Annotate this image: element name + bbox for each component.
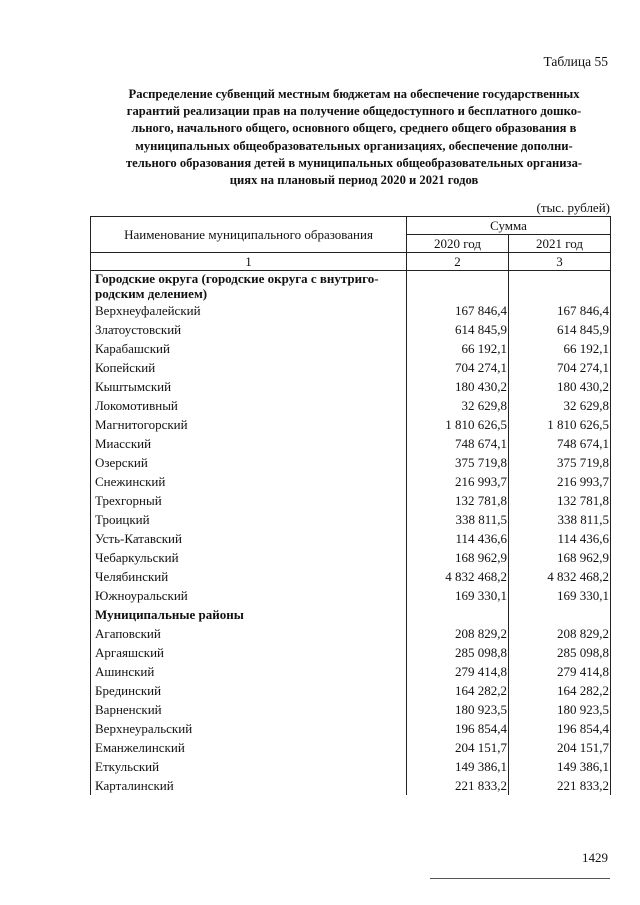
- value-2021: 167 846,4: [509, 301, 611, 320]
- table-row: [91, 738, 611, 757]
- value-2021: 279 414,8: [509, 662, 611, 681]
- value-2020: 167 846,4: [407, 301, 509, 320]
- value-2021: 32 629,8: [509, 396, 611, 415]
- header-sum: Сумма: [407, 217, 611, 235]
- value-2020: 375 719,8: [407, 453, 509, 472]
- table-row: [91, 491, 611, 510]
- table-number: Таблица 55: [543, 54, 608, 69]
- municipality-name: Аргаяшский: [91, 643, 407, 662]
- section-heading-row: [91, 271, 611, 302]
- value-2020: 180 923,5: [407, 700, 509, 719]
- municipality-name: Кыштымский: [91, 377, 407, 396]
- value-2021: 204 151,7: [509, 738, 611, 757]
- municipality-name: Чебаркульский: [91, 548, 407, 567]
- section-heading: Муниципальные районы: [91, 605, 407, 624]
- municipality-name: Троицкий: [91, 510, 407, 529]
- municipality-name: Брединский: [91, 681, 407, 700]
- column-number: 1: [91, 253, 407, 271]
- table-row: [91, 415, 611, 434]
- empty-cell: [407, 271, 509, 302]
- title-line: тельного образования детей в муниципальных общеобразовательных организа-: [125, 155, 583, 170]
- value-2021: 180 923,5: [509, 700, 611, 719]
- table-row: [91, 377, 611, 396]
- table-row: [91, 472, 611, 491]
- municipality-name: Агаповский: [91, 624, 407, 643]
- table-row: [91, 529, 611, 548]
- value-2020: 285 098,8: [407, 643, 509, 662]
- value-2021: 221 833,2: [509, 776, 611, 795]
- value-2020: 208 829,2: [407, 624, 509, 643]
- table-body: [91, 271, 611, 796]
- value-2020: 180 430,2: [407, 377, 509, 396]
- municipality-name: Верхнеуральский: [91, 719, 407, 738]
- table-row: [91, 624, 611, 643]
- empty-cell: [509, 271, 611, 302]
- value-2020: 204 151,7: [407, 738, 509, 757]
- value-2021: 180 430,2: [509, 377, 611, 396]
- title-line: циях на плановый период 2020 и 2021 годов: [229, 173, 479, 188]
- table-row: [91, 358, 611, 377]
- table-row: [91, 548, 611, 567]
- table-row: [91, 662, 611, 681]
- value-2020: 704 274,1: [407, 358, 509, 377]
- value-2020: 149 386,1: [407, 757, 509, 776]
- municipality-name: Ашинский: [91, 662, 407, 681]
- value-2021: 164 282,2: [509, 681, 611, 700]
- municipality-name: Еманжелинский: [91, 738, 407, 757]
- units-note: (тыс. рублей): [536, 200, 610, 215]
- value-2021: 132 781,8: [509, 491, 611, 510]
- subvention-table: [90, 216, 611, 795]
- table-row: [91, 776, 611, 795]
- table-row: [91, 510, 611, 529]
- value-2020: 169 330,1: [407, 586, 509, 605]
- value-2020: 168 962,9: [407, 548, 509, 567]
- value-2021: 168 962,9: [509, 548, 611, 567]
- table-title: [86, 86, 622, 189]
- title-line: Распределение субвенций местным бюджетам на обеспечение государственных: [128, 87, 580, 101]
- table-row: [91, 567, 611, 586]
- value-2020: 221 833,2: [407, 776, 509, 795]
- value-2021: 338 811,5: [509, 510, 611, 529]
- municipality-name: Трехгорный: [91, 491, 407, 510]
- value-2021: 285 098,8: [509, 643, 611, 662]
- municipality-name: Челябинский: [91, 567, 407, 586]
- empty-cell: [509, 605, 611, 624]
- value-2020: 1 810 626,5: [407, 415, 509, 434]
- municipality-name: Еткульский: [91, 757, 407, 776]
- value-2021: 66 192,1: [509, 339, 611, 358]
- municipality-name: Копейский: [91, 358, 407, 377]
- column-number: 3: [509, 253, 611, 271]
- header-name: Наименование муниципального образования: [91, 217, 407, 253]
- municipality-name: Златоустовский: [91, 320, 407, 339]
- table-row: [91, 643, 611, 662]
- value-2021: 216 993,7: [509, 472, 611, 491]
- table-row: [91, 453, 611, 472]
- table-row: [91, 681, 611, 700]
- municipality-name: Снежинский: [91, 472, 407, 491]
- section-heading-row: [91, 605, 611, 624]
- table-row: [91, 586, 611, 605]
- value-2020: 4 832 468,2: [407, 567, 509, 586]
- header-year-2021: 2021 год: [509, 235, 611, 253]
- value-2020: 66 192,1: [407, 339, 509, 358]
- value-2021: 614 845,9: [509, 320, 611, 339]
- value-2021: 748 674,1: [509, 434, 611, 453]
- value-2021: 169 330,1: [509, 586, 611, 605]
- value-2020: 748 674,1: [407, 434, 509, 453]
- header-year-2020: 2020 год: [407, 235, 509, 253]
- value-2020: 32 629,8: [407, 396, 509, 415]
- title-line: гарантий реализации прав на получение общедоступного и бесплатного дошко-: [126, 104, 582, 119]
- table-row: [91, 434, 611, 453]
- title-line: льного, начального общего, основного общего, среднего общего образования в: [131, 121, 577, 136]
- municipality-name: Миасский: [91, 434, 407, 453]
- column-number: 2: [407, 253, 509, 271]
- value-2020: 164 282,2: [407, 681, 509, 700]
- municipality-name: Варненский: [91, 700, 407, 719]
- table-row: [91, 757, 611, 776]
- value-2021: 114 436,6: [509, 529, 611, 548]
- value-2020: 216 993,7: [407, 472, 509, 491]
- page-number: 1429: [582, 850, 608, 865]
- municipality-name: Озерский: [91, 453, 407, 472]
- value-2021: 704 274,1: [509, 358, 611, 377]
- value-2021: 208 829,2: [509, 624, 611, 643]
- municipality-name: Южноуральский: [91, 586, 407, 605]
- value-2020: 114 436,6: [407, 529, 509, 548]
- value-2021: 196 854,4: [509, 719, 611, 738]
- value-2020: 196 854,4: [407, 719, 509, 738]
- value-2020: 614 845,9: [407, 320, 509, 339]
- footer-rule: [430, 878, 610, 879]
- title-line: муниципальных общеобразовательных организациях, обеспечение дополни-: [135, 138, 573, 153]
- table-row: [91, 339, 611, 358]
- value-2020: 279 414,8: [407, 662, 509, 681]
- table-row: [91, 396, 611, 415]
- municipality-name: Магнитогорский: [91, 415, 407, 434]
- value-2020: 338 811,5: [407, 510, 509, 529]
- table-row: [91, 320, 611, 339]
- municipality-name: Усть-Катавский: [91, 529, 407, 548]
- section-heading: Городские округа (городские округа с внутриго-родским делением): [91, 271, 407, 302]
- municipality-name: Карабашский: [91, 339, 407, 358]
- value-2020: 132 781,8: [407, 491, 509, 510]
- municipality-name: Верхнеуфалейский: [91, 301, 407, 320]
- municipality-name: Карталинский: [91, 776, 407, 795]
- table-row: [91, 700, 611, 719]
- value-2021: 149 386,1: [509, 757, 611, 776]
- value-2021: 1 810 626,5: [509, 415, 611, 434]
- table-row: [91, 301, 611, 320]
- table-row: [91, 719, 611, 738]
- value-2021: 4 832 468,2: [509, 567, 611, 586]
- value-2021: 375 719,8: [509, 453, 611, 472]
- empty-cell: [407, 605, 509, 624]
- municipality-name: Локомотивный: [91, 396, 407, 415]
